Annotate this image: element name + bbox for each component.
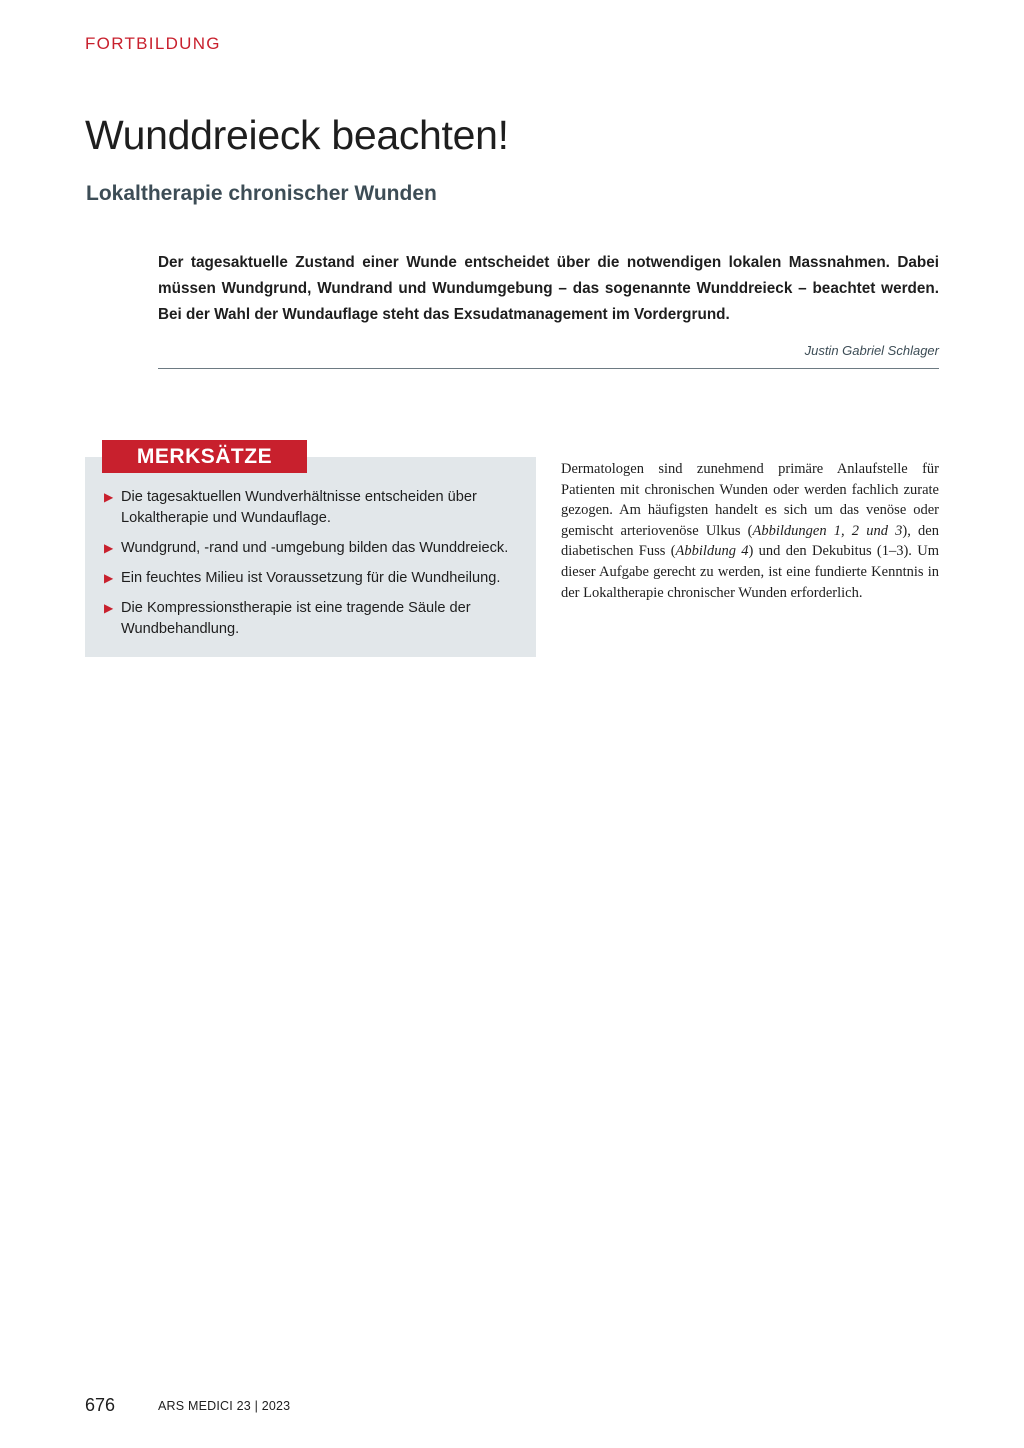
article-author: Justin Gabriel Schlager xyxy=(804,343,939,358)
page-number: 676 xyxy=(85,1395,116,1415)
merksaetze-list xyxy=(104,487,528,649)
list-item xyxy=(104,487,528,529)
red-triangle-right-icon: ▶ xyxy=(104,490,114,504)
section-label: FORTBILDUNG xyxy=(85,34,221,53)
article-subtitle: Lokaltherapie chronischer Wunden xyxy=(86,182,437,205)
article-lead: Der tagesaktuelle Zustand einer Wunde entscheidet über die notwendigen lokalen Massnahmen. Dabei müssen Wundgrund, Wundrand und Wundumgebung – das sogenannte Wunddreieck – beachtet werden. Bei der Wahl der Wundauflage steht das Exsudatmanagement im Vordergrund. xyxy=(158,254,939,323)
list-item-text: Die tagesaktuellen Wundverhältnisse entscheiden über Lokaltherapie und Wundauflage. xyxy=(121,489,477,526)
red-triangle-right-icon: ▶ xyxy=(104,601,114,615)
body-text-segment: Dermatologen sind zunehmend primäre Anlaufstelle für Patienten mit chronischen Wunden oder werden fachlich zurate gezogen. Am häufigsten handelt es sich um das venöse oder gemischt arteriovenöse Ulkus ( xyxy=(561,461,939,539)
figure-reference: Abbildung 4 xyxy=(675,543,749,560)
list-item xyxy=(104,568,528,589)
red-triangle-right-icon: ▶ xyxy=(104,571,114,585)
body-paragraph xyxy=(561,459,939,603)
body-text-segment: ), den diabetischen Fuss ( xyxy=(561,522,939,560)
lead-divider xyxy=(158,368,939,369)
list-item-text: Ein feuchtes Milieu ist Voraussetzung für die Wundheilung. xyxy=(121,570,501,586)
merksaetze-heading: MERKSÄTZE xyxy=(102,440,307,473)
list-item-text: Die Kompressionstherapie ist eine tragende Säule der Wundbehandlung. xyxy=(121,600,471,637)
list-item xyxy=(104,598,528,640)
body-text-segment: ) und den Dekubitus (1–3). Um dieser Aufgabe gerecht zu werden, ist eine fundierte Kenntnis in der Lokaltherapie chronischer Wunden erforderlich. xyxy=(561,543,939,601)
figure-reference: Abbildungen 1, 2 und 3 xyxy=(752,522,903,539)
article-title: Wunddreieck beachten! xyxy=(85,112,509,158)
list-item xyxy=(104,538,528,559)
red-triangle-right-icon: ▶ xyxy=(104,541,114,555)
list-item-text: Wundgrund, -rand und -umgebung bilden das Wunddreieck. xyxy=(121,540,509,556)
journal-name: ARS MEDICI 23 | 2023 xyxy=(158,1399,291,1413)
